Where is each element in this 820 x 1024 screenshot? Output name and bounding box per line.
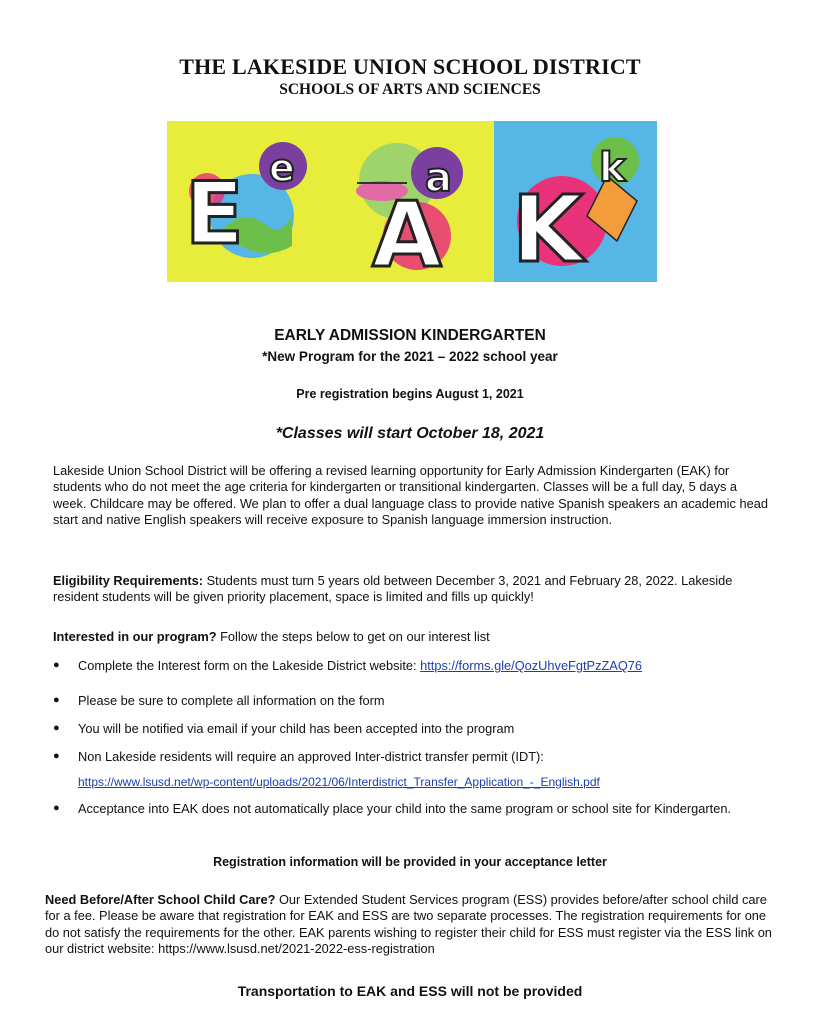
idt-application-link[interactable]: https://www.lsusd.net/wp-content/uploads/2021/06/Interdistrict_Transfer_Application_-_English.pdf: [78, 775, 600, 789]
eligibility-paragraph: [53, 573, 773, 606]
bullet-icon: ●: [53, 802, 60, 814]
bullet-icon: ●: [53, 722, 60, 734]
svg-text:K: K: [512, 176, 584, 282]
district-subtitle: SCHOOLS OF ARTS AND SCIENCES: [279, 81, 541, 98]
childcare-paragraph: [45, 892, 780, 958]
eligibility-text: Students must turn 5 years old between December 3, 2021 and February 28, 2022. Lakeside resident students will be given priority placement, space is limited and fills up quickly!: [53, 573, 733, 605]
childcare-text: Our Extended Student Services program (ESS) provides before/after school child care for a fee. Please be aware that registration for EAK and ESS are two separate processes. The registration requirements for one do not satisfy the requirements for the other. EAK parents wishing to register their child for ESS must register via the ESS link on our district website: https://www.lsusd.net/2021-2022-ess-registration: [45, 892, 772, 957]
interest-form-link[interactable]: https://forms.gle/QozUhveFgtPzZAQ76: [420, 658, 643, 673]
interest-paragraph: [53, 629, 773, 645]
svg-text:A: A: [372, 183, 442, 282]
eak-banner-image: [167, 121, 657, 282]
interest-label: Interested in our program?: [53, 629, 217, 644]
eligibility-label: Eligibility Requirements:: [53, 573, 204, 588]
preregistration-date: Pre registration begins August 1, 2021: [296, 387, 524, 401]
bullet-icon: ●: [53, 750, 60, 762]
letter-E-upper: E: [185, 164, 244, 264]
registration-info: Registration information will be provided in your acceptance letter: [213, 855, 607, 869]
program-title: EARLY ADMISSION KINDERGARTEN: [274, 327, 546, 344]
childcare-label: Need Before/After School Child Care?: [45, 892, 276, 907]
svg-text:a: a: [425, 155, 452, 201]
bullet-text: Acceptance into EAK does not automatically place your child into the same program or school site for Kindergarten.: [78, 801, 731, 816]
bullet-text: You will be notified via email if your child has been accepted into the program: [78, 721, 515, 736]
district-title: THE LAKESIDE UNION SCHOOL DISTRICT: [179, 54, 641, 79]
svg-text:e: e: [269, 146, 295, 190]
bullet-text: Please be sure to complete all information on the form: [78, 693, 385, 708]
intro-paragraph: Lakeside Union School District will be offering a revised learning opportunity for Early Admission Kindergarten (EAK) for students who do not meet the age criteria for kindergarten or transitional kindergarten. Classes will be a full day, 5 days a week. Childcare may be offered. We plan to offer a dual language class to provide native Spanish speakers an academic head start and native English speakers will receive exposure to Spanish language immersion instruction.: [53, 463, 768, 528]
program-subtitle: *New Program for the 2021 – 2022 school year: [262, 349, 558, 364]
svg-text:k: k: [599, 145, 626, 191]
bullet-icon: ●: [53, 659, 60, 671]
bullet-icon: ●: [53, 694, 60, 706]
classes-start-date: *Classes will start October 18, 2021: [275, 425, 545, 442]
bullet-text: Complete the Interest form on the Lakeside District website:: [78, 658, 421, 673]
interest-text: Follow the steps below to get on our interest list: [216, 629, 490, 644]
transportation-notice: Transportation to EAK and ESS will not be provided: [237, 983, 583, 999]
bullet-text: Non Lakeside residents will require an approved Inter-district transfer permit (IDT):: [78, 749, 544, 764]
